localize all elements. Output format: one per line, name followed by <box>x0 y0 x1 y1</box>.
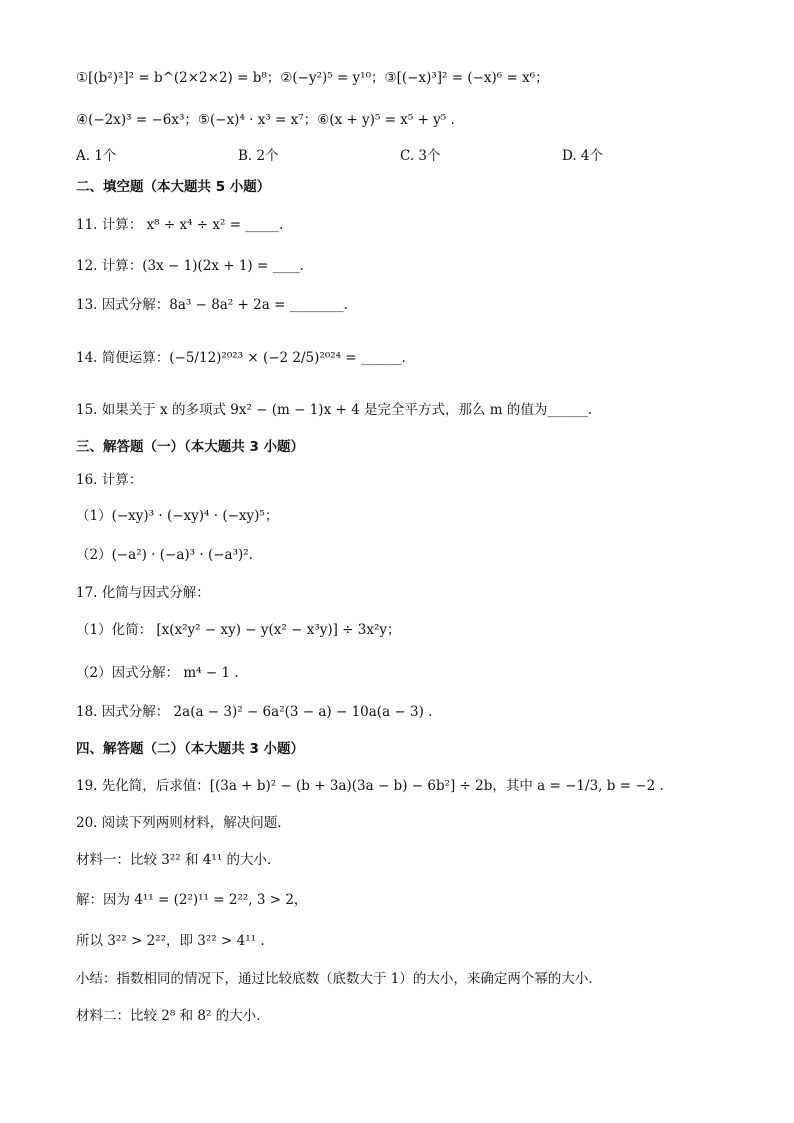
material-1: 材料一：比较 3²² 和 4¹¹ 的大小. <box>76 852 272 868</box>
solution-line-1: 解：因为 4¹¹ = (2²)¹¹ = 2²², 3 > 2， <box>76 892 308 908</box>
question-16-part-2: （2）(−a²) · (−a)³ · (−a³)². <box>76 547 253 563</box>
material-2: 材料二：比较 2⁸ 和 8² 的大小. <box>76 1008 261 1024</box>
summary: 小结：指数相同的情况下，通过比较底数（底数大于 1）的大小，来确定两个幂的大小. <box>76 971 593 987</box>
question-19: 19. 先化简，后求值：[(3a + b)² − (b + 3a)(3a − b) − 6b²] ÷ 2b，其中 a = −1/3, b = −2 . <box>76 778 664 794</box>
q10-statement-line-2: ④(−2x)³ = −6x³；⑤(−x)⁴ · x³ = x⁷；⑥(x + y)⁵ = x⁵ + y⁵ . <box>76 112 455 128</box>
question-14: 14. 简便运算：(−5/12)²⁰²³ × (−2 2/5)²⁰²⁴ = ______. <box>76 350 406 366</box>
option-b: B. 2个 <box>238 148 279 164</box>
question-15: 15. 如果关于 x 的多项式 9x² − (m − 1)x + 4 是完全平方式，那么 m 的值为______. <box>76 402 593 418</box>
question-17: 17. 化简与因式分解： <box>76 585 210 601</box>
question-16-part-1: （1）(−xy)³ · (−xy)⁴ · (−xy)⁵； <box>76 508 279 524</box>
section-fill-in-heading: 二、填空题（本大题共 5 小题） <box>76 179 271 195</box>
question-20: 20. 阅读下列两则材料，解决问题. <box>76 815 282 831</box>
question-17-part-2: （2）因式分解： m⁴ − 1 . <box>76 665 239 681</box>
question-11: 11. 计算： x⁸ ÷ x⁴ ÷ x² = _____. <box>76 217 284 233</box>
section-answer-2-heading: 四、解答题（二）（本大题共 3 小题） <box>76 741 305 757</box>
question-12: 12. 计算：(3x − 1)(2x + 1) = ____. <box>76 258 304 274</box>
option-d: D. 4个 <box>562 148 604 164</box>
question-18: 18. 因式分解： 2a(a − 3)² − 6a²(3 − a) − 10a(a − 3) . <box>76 704 433 720</box>
question-13: 13. 因式分解：8a³ − 8a² + 2a = ________. <box>76 297 348 313</box>
question-17-part-1: （1）化简： [x(x²y² − xy) − y(x² − x³y)] ÷ 3x²y； <box>76 622 401 638</box>
option-a: A. 1个 <box>76 148 117 164</box>
solution-line-2: 所以 3²² > 2²²，即 3²² > 4¹¹ . <box>76 933 265 949</box>
section-answer-1-heading: 三、解答题（一）（本大题共 3 小题） <box>76 439 305 455</box>
question-16: 16. 计算： <box>76 472 143 488</box>
option-c: C. 3个 <box>400 148 441 164</box>
q10-statement-line-1: ①[(b²)²]² = b^(2×2×2) = b⁸；②(−y²)⁵ = y¹⁰；③[(−x)³]² = (−x)⁶ = x⁶； <box>76 70 549 86</box>
